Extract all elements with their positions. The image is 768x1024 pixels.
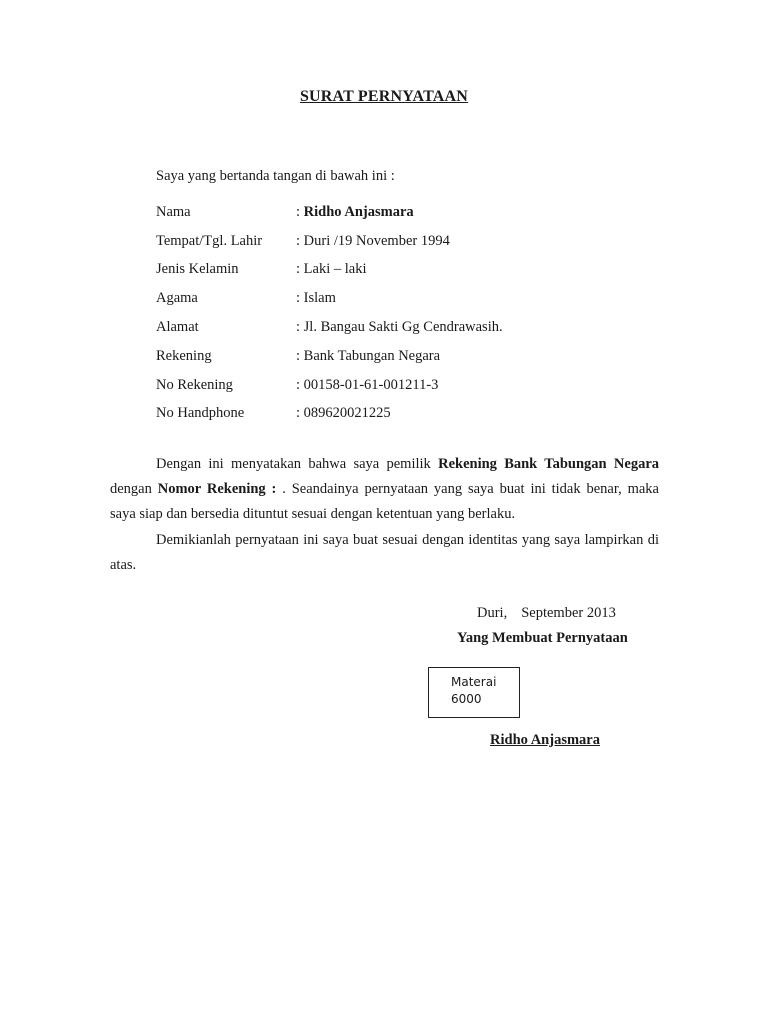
- identity-value: : Ridho Anjasmara: [296, 203, 414, 220]
- intro-sentence: Saya yang bertanda tangan di bawah ini :: [156, 168, 395, 184]
- identity-name-bold: Ridho Anjasmara: [303, 203, 414, 220]
- identity-label: Tempat/Tgl. Lahir: [156, 232, 263, 249]
- identity-table: [156, 198, 503, 428]
- identity-label: Jenis Kelamin: [156, 261, 239, 278]
- identity-value: : Jl. Bangau Sakti Gg Cendrawasih.: [296, 319, 503, 336]
- identity-row-bank: [156, 342, 503, 371]
- identity-row-address: [156, 313, 503, 342]
- document-title: SURAT PERNYATAAN: [299, 88, 469, 105]
- identity-label: Alamat: [156, 319, 199, 336]
- identity-row-gender: [156, 256, 503, 285]
- identity-value: : Islam: [296, 290, 336, 307]
- identity-value: : 089620021225: [296, 405, 391, 422]
- identity-row-religion: [156, 284, 503, 313]
- identity-label: Nama: [156, 203, 191, 220]
- identity-value: : 00158-01-61-001211-3: [296, 376, 439, 393]
- maker-label: Yang Membuat Pernyataan: [457, 630, 628, 646]
- identity-row-birth: [156, 227, 503, 256]
- bank-account-bold: Rekening Bank Tabungan Negara: [438, 456, 660, 472]
- identity-label: Agama: [156, 290, 198, 307]
- identity-label: Rekening: [156, 347, 212, 364]
- stamp-line-1: Materai: [451, 675, 497, 689]
- date-line: Duri, September 2013: [477, 605, 616, 621]
- stamp-line-2: 6000: [451, 692, 482, 706]
- identity-label: No Handphone: [156, 405, 245, 422]
- identity-label: No Rekening: [156, 376, 233, 393]
- identity-value: : Laki – laki: [296, 261, 367, 278]
- closing-paragraph: Demikianlah pernyataan ini saya buat sesuai dengan identitas yang saya lampirkan di atas.: [110, 532, 659, 573]
- statement-paragraph: Dengan ini menyatakan bahwa saya pemilik Rekening Bank Tabungan Negara dengan Nomor Rekening : . Seandainya pernyataan yang saya buat ini tidak benar, maka saya siap dan bersedia dituntut sesuai dengan ketentuan yang berlaku.: [110, 456, 660, 522]
- identity-row-phone: [156, 400, 503, 429]
- identity-value: : Duri /19 November 1994: [296, 232, 450, 249]
- signer-name: Ridho Anjasmara: [490, 732, 600, 748]
- identity-row-nama: [156, 198, 503, 227]
- account-number-bold: Nomor Rekening :: [157, 481, 283, 497]
- materai-stamp-box: [428, 667, 520, 718]
- identity-row-account-number: [156, 371, 503, 400]
- identity-value: : Bank Tabungan Negara: [296, 347, 441, 364]
